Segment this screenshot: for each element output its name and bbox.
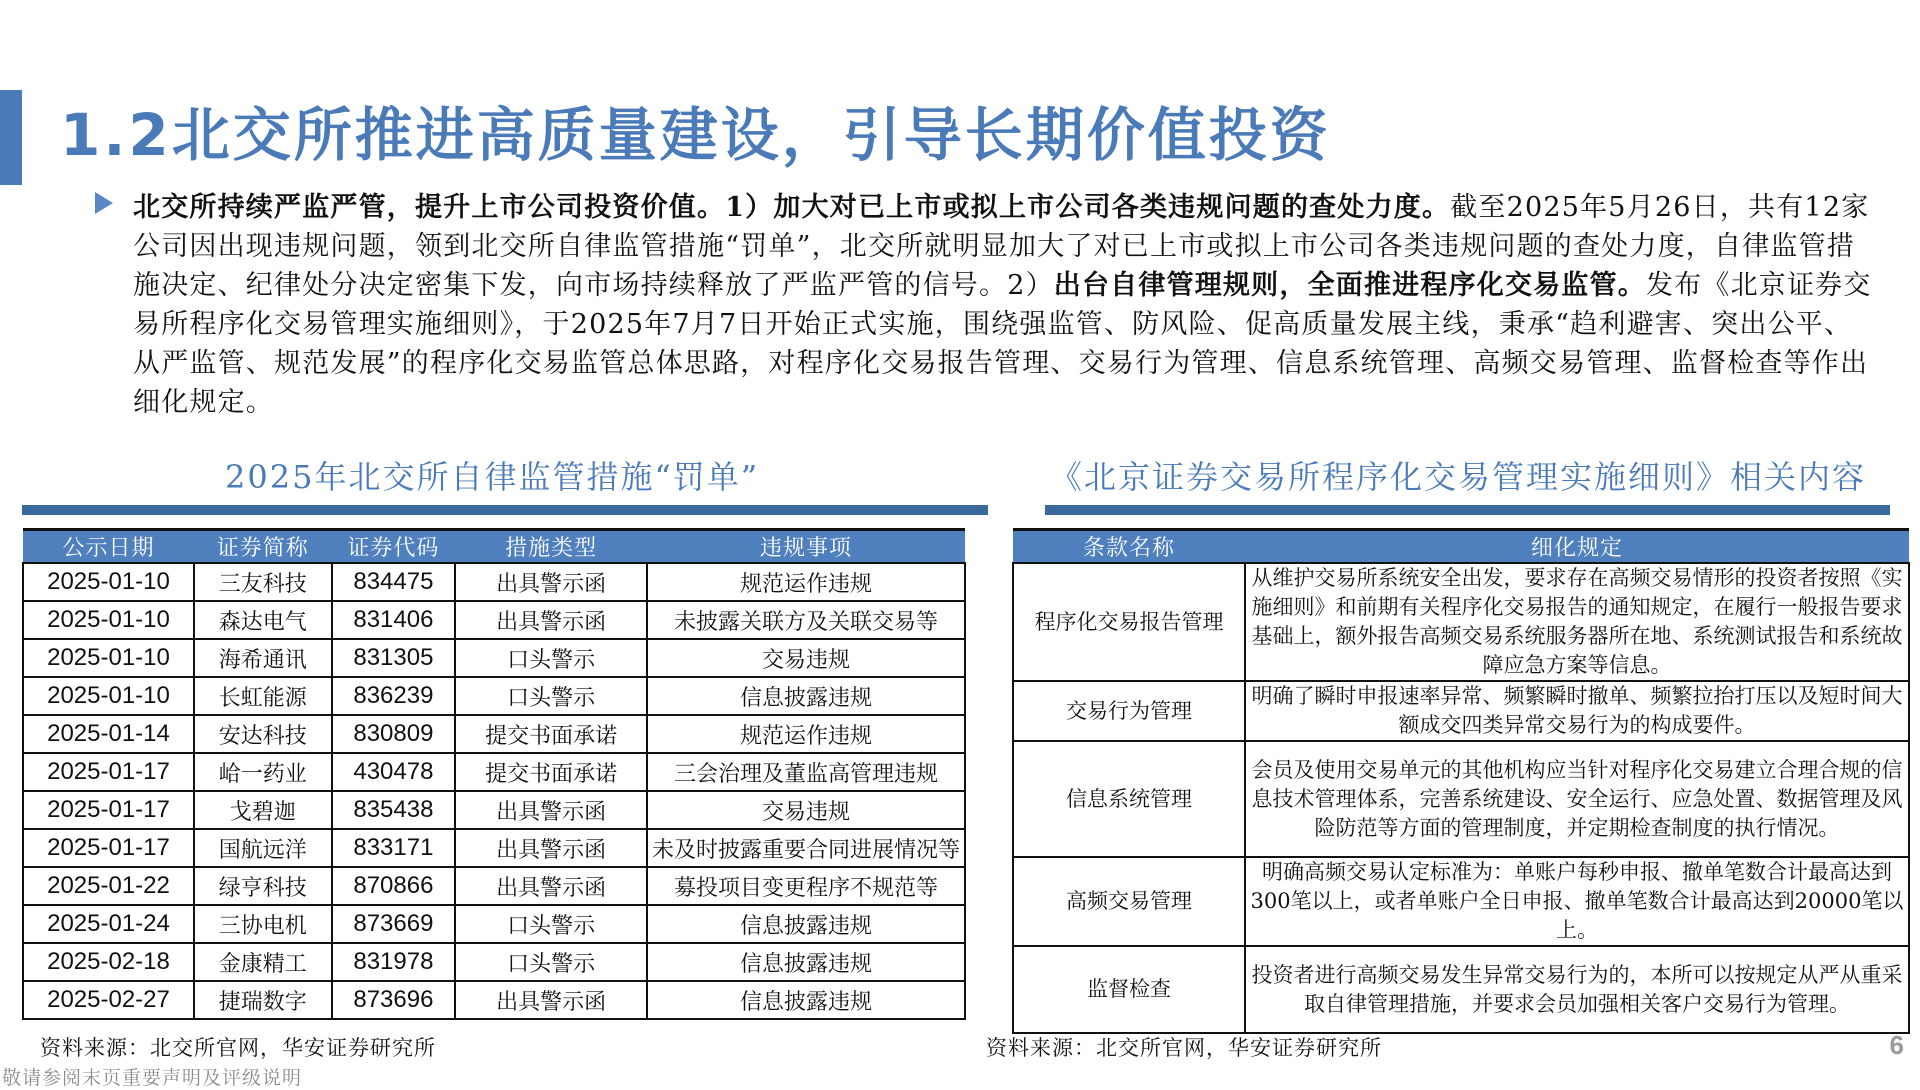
cell-code: 831305 <box>332 639 456 677</box>
cell-date: 2025-01-24 <box>23 905 194 943</box>
cell-code: 873696 <box>332 981 456 1019</box>
page-number: 6 <box>1889 1030 1904 1060</box>
right-section-title: 《北京证券交易所程序化交易管理实施细则》相关内容 <box>1050 458 1867 496</box>
cell-name: 森达电气 <box>194 601 332 639</box>
cell-violation: 未披露关联方及关联交易等 <box>647 601 965 639</box>
cell-detail: 从维护交易所系统安全出发，要求存在高频交易情形的投资者按照《实施细则》和前期有关程序化交易报告的通知规定，在履行一般报告要求基础上，额外报告高频交易系统服务器所在地、系统测试报告和系统故障应急方案等信息。 <box>1245 563 1909 681</box>
table-row <box>23 677 965 715</box>
cell-name: 三协电机 <box>194 905 332 943</box>
cell-violation: 信息披露违规 <box>647 677 965 715</box>
table-row <box>23 639 965 677</box>
cell-code: 873669 <box>332 905 456 943</box>
cell-date: 2025-01-14 <box>23 715 194 753</box>
cell-date: 2025-02-27 <box>23 981 194 1019</box>
cell-date: 2025-01-10 <box>23 677 194 715</box>
cell-violation: 信息披露违规 <box>647 943 965 981</box>
cell-measure: 提交书面承诺 <box>455 715 647 753</box>
cell-measure: 出具警示函 <box>455 791 647 829</box>
disclaimer: 敬请参阅末页重要声明及评级说明 <box>2 1067 303 1089</box>
col-measure: 措施类型 <box>455 530 647 564</box>
cell-date: 2025-01-17 <box>23 791 194 829</box>
cell-name: 捷瑞数字 <box>194 981 332 1019</box>
cell-measure: 出具警示函 <box>455 601 647 639</box>
col-name: 证券简称 <box>194 530 332 564</box>
col-detail: 细化规定 <box>1245 530 1909 564</box>
paragraph-bold-2: 出台自律管理规则，全面推进程序化交易监管。 <box>1053 270 1646 301</box>
cell-violation: 未及时披露重要合同进展情况等 <box>647 829 965 867</box>
table-row <box>1013 563 1909 681</box>
cell-measure: 口头警示 <box>455 943 647 981</box>
cell-name: 峆一药业 <box>194 753 332 791</box>
cell-violation: 规范运作违规 <box>647 715 965 753</box>
left-section-title: 2025年北交所自律监管措施“罚单” <box>225 458 760 496</box>
cell-code: 835438 <box>332 791 456 829</box>
table-row <box>1013 857 1909 946</box>
table-row <box>23 753 965 791</box>
paragraph-body <box>133 188 1875 422</box>
table-row <box>23 943 965 981</box>
table-row <box>23 981 965 1019</box>
table-row <box>1013 681 1909 741</box>
cell-violation: 信息披露违规 <box>647 905 965 943</box>
left-source-note: 资料来源：北交所官网，华安证券研究所 <box>40 1036 436 1060</box>
cell-clause: 程序化交易报告管理 <box>1013 563 1245 681</box>
cell-code: 836239 <box>332 677 456 715</box>
bullet-arrow-icon <box>95 192 113 214</box>
cell-date: 2025-02-18 <box>23 943 194 981</box>
cell-violation: 募投项目变更程序不规范等 <box>647 867 965 905</box>
right-section-divider <box>1045 505 1890 515</box>
table-row <box>23 563 965 601</box>
cell-code: 833171 <box>332 829 456 867</box>
table-row <box>23 829 965 867</box>
col-code: 证券代码 <box>332 530 456 564</box>
cell-code: 870866 <box>332 867 456 905</box>
cell-detail: 明确高频交易认定标准为：单账户每秒申报、撤单笔数合计最高达到300笔以上，或者单账户全日申报、撤单笔数合计最高达到20000笔以上。 <box>1245 857 1909 946</box>
cell-code: 831978 <box>332 943 456 981</box>
cell-name: 国航远洋 <box>194 829 332 867</box>
table-header-row <box>23 530 965 564</box>
table-row <box>23 867 965 905</box>
table-row <box>1013 741 1909 857</box>
cell-name: 长虹能源 <box>194 677 332 715</box>
cell-violation: 交易违规 <box>647 639 965 677</box>
paragraph-text-2: 发布《北京证券交易所程序化交易管理实施细则》，于2025年7月7日开始正式实施，围绕强监管、防风险、促高质量发展主线，秉承“趋利避害、突出公平、从严监管、规范发展”的程序化交易监管总体思路，对程序化交易报告管理、交易行为管理、信息系统管理、高频交易管理、监督检查等作出细化规定。 <box>133 270 1872 418</box>
penalty-table <box>22 528 966 1020</box>
cell-date: 2025-01-22 <box>23 867 194 905</box>
table-header-row <box>1013 530 1909 564</box>
table-row <box>1013 946 1909 1033</box>
cell-name: 海希通讯 <box>194 639 332 677</box>
cell-date: 2025-01-17 <box>23 753 194 791</box>
cell-measure: 口头警示 <box>455 639 647 677</box>
paragraph-text-1: 截至2025年5月26日，共有12家公司因出现违规问题，领到北交所自律监管措施“罚单”，北交所就明显加大了对已上市或拟上市公司各类违规问题的查处力度，自律监管措施决定、纪律处分决定密集下发，向市场持续释放了严监严管的信号。2） <box>133 192 1870 301</box>
cell-detail: 投资者进行高频交易发生异常交易行为的，本所可以按规定从严从重采取自律管理措施，并要求会员加强相关客户交易行为管理。 <box>1245 946 1909 1033</box>
cell-detail: 明确了瞬时申报速率异常、频繁瞬时撤单、频繁拉抬打压以及短时间大额成交四类异常交易行为的构成要件。 <box>1245 681 1909 741</box>
cell-measure: 出具警示函 <box>455 867 647 905</box>
cell-violation: 三会治理及董监高管理违规 <box>647 753 965 791</box>
table-row <box>23 715 965 753</box>
table-row <box>23 791 965 829</box>
left-section-divider <box>22 505 988 515</box>
cell-measure: 提交书面承诺 <box>455 753 647 791</box>
cell-code: 830809 <box>332 715 456 753</box>
cell-code: 834475 <box>332 563 456 601</box>
cell-name: 金康精工 <box>194 943 332 981</box>
cell-date: 2025-01-10 <box>23 601 194 639</box>
col-clause: 条款名称 <box>1013 530 1245 564</box>
cell-measure: 出具警示函 <box>455 563 647 601</box>
cell-code: 831406 <box>332 601 456 639</box>
table-row <box>23 905 965 943</box>
cell-name: 三友科技 <box>194 563 332 601</box>
col-violation: 违规事项 <box>647 530 965 564</box>
cell-name: 戈碧迦 <box>194 791 332 829</box>
cell-name: 绿亨科技 <box>194 867 332 905</box>
cell-measure: 出具警示函 <box>455 829 647 867</box>
summary-paragraph <box>95 188 1875 422</box>
cell-measure: 出具警示函 <box>455 981 647 1019</box>
cell-code: 430478 <box>332 753 456 791</box>
cell-measure: 口头警示 <box>455 677 647 715</box>
col-date: 公示日期 <box>23 530 194 564</box>
cell-date: 2025-01-17 <box>23 829 194 867</box>
cell-clause: 交易行为管理 <box>1013 681 1245 741</box>
title-accent-bar <box>0 90 22 185</box>
cell-violation: 规范运作违规 <box>647 563 965 601</box>
cell-name: 安达科技 <box>194 715 332 753</box>
cell-detail: 会员及使用交易单元的其他机构应当针对程序化交易建立合理合规的信息技术管理体系，完善系统建设、安全运行、应急处置、数据管理及风险防范等方面的管理制度，并定期检查制度的执行情况。 <box>1245 741 1909 857</box>
rules-table <box>1012 528 1910 1034</box>
page-title: 1.2北交所推进高质量建设，引导长期价值投资 <box>60 101 1331 169</box>
cell-violation: 信息披露违规 <box>647 981 965 1019</box>
cell-violation: 交易违规 <box>647 791 965 829</box>
cell-clause: 监督检查 <box>1013 946 1245 1033</box>
cell-measure: 口头警示 <box>455 905 647 943</box>
cell-clause: 高频交易管理 <box>1013 857 1245 946</box>
cell-clause: 信息系统管理 <box>1013 741 1245 857</box>
cell-date: 2025-01-10 <box>23 639 194 677</box>
paragraph-bold-1: 北交所持续严监严管，提升上市公司投资价值。1）加大对已上市或拟上市公司各类违规问题的查处力度。 <box>133 192 1451 223</box>
cell-date: 2025-01-10 <box>23 563 194 601</box>
table-row <box>23 601 965 639</box>
right-source-note: 资料来源：北交所官网，华安证券研究所 <box>986 1036 1382 1060</box>
